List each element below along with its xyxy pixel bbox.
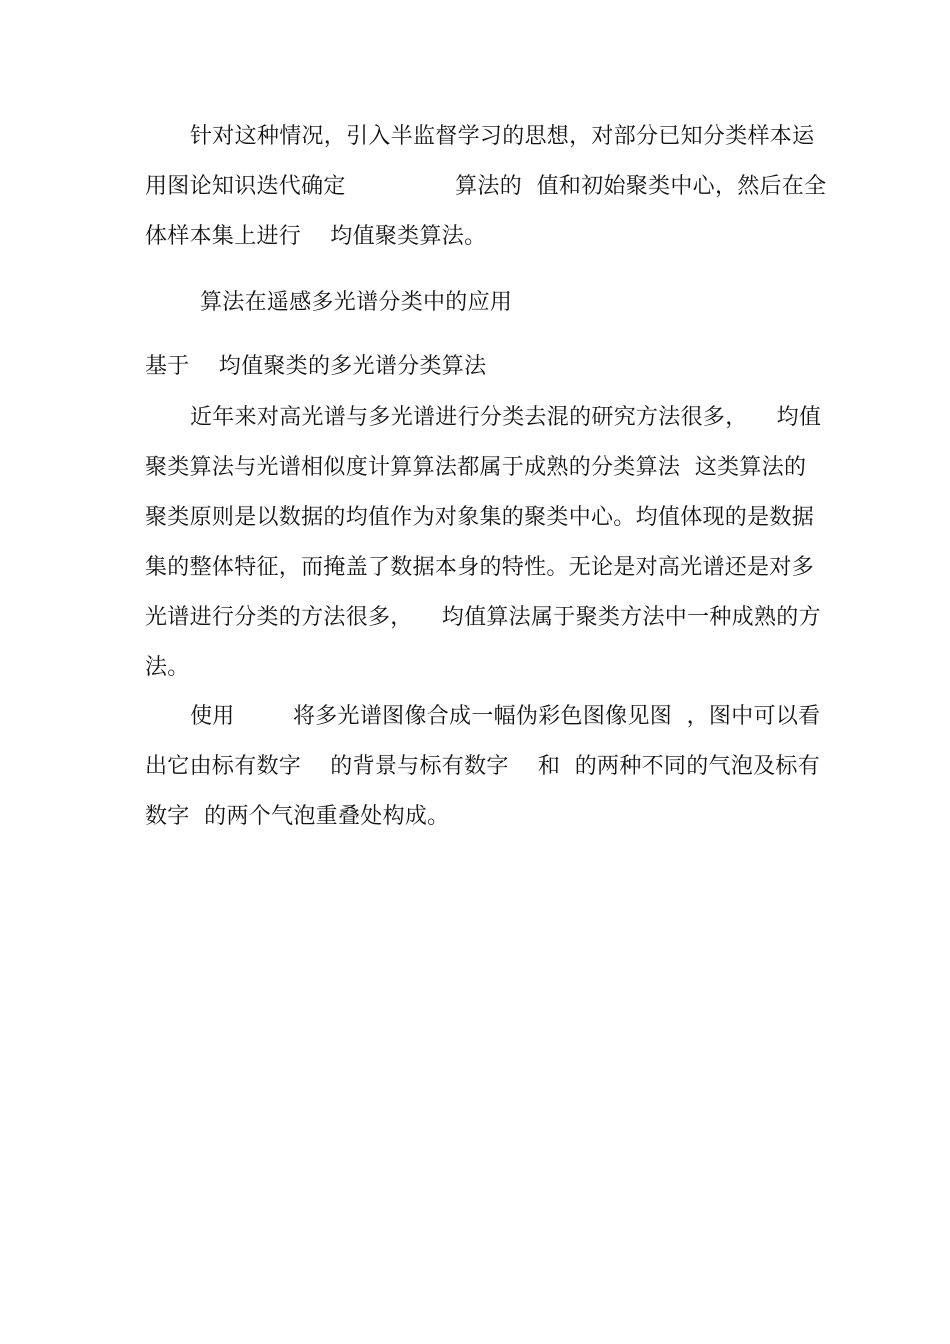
paragraph2-line3: 聚类原则是以数据的均值作为对象集的聚类中心。均值体现的是数据 bbox=[145, 505, 815, 530]
subsection-heading: 基于 均值聚类的多光谱分类算法 bbox=[145, 354, 487, 379]
paragraph2-line2: 聚类算法与光谱相似度计算算法都属于成熟的分类算法 这类算法的 bbox=[145, 455, 807, 480]
paragraph2-line1: 近年来对高光谱与多光谱进行分类去混的研究方法很多， 均值 bbox=[190, 405, 822, 430]
paragraph1-line2: 用图论知识迭代确定 算法的 值和初始聚类中心，然后在全 bbox=[145, 174, 827, 199]
paragraph3-line1: 使用 将多光谱图像合成一幅伪彩色图像见图 ，图中可以看 bbox=[190, 704, 821, 729]
paragraph3-line3: 数字 的两个气泡重叠处构成。 bbox=[145, 804, 450, 829]
paragraph1-line1: 针对这种情况，引入半监督学习的思想，对部分已知分类样本运 bbox=[190, 124, 815, 149]
section-heading: 算法在遥感多光谱分类中的应用 bbox=[200, 290, 513, 315]
paragraph3-line2: 出它由标有数字 的背景与标有数字 和 的两种不同的气泡及标有 bbox=[145, 754, 821, 779]
paragraph2-line5: 光谱进行分类的方法很多， 均值算法属于聚类方法中一种成熟的方 bbox=[145, 605, 821, 630]
paragraph1-line3: 体样本集上进行 均值聚类算法。 bbox=[145, 224, 487, 249]
paragraph2-line4: 集的整体特征，而掩盖了数据本身的特性。无论是对高光谱还是对多 bbox=[145, 555, 815, 580]
paragraph2-line6: 法。 bbox=[145, 655, 190, 680]
